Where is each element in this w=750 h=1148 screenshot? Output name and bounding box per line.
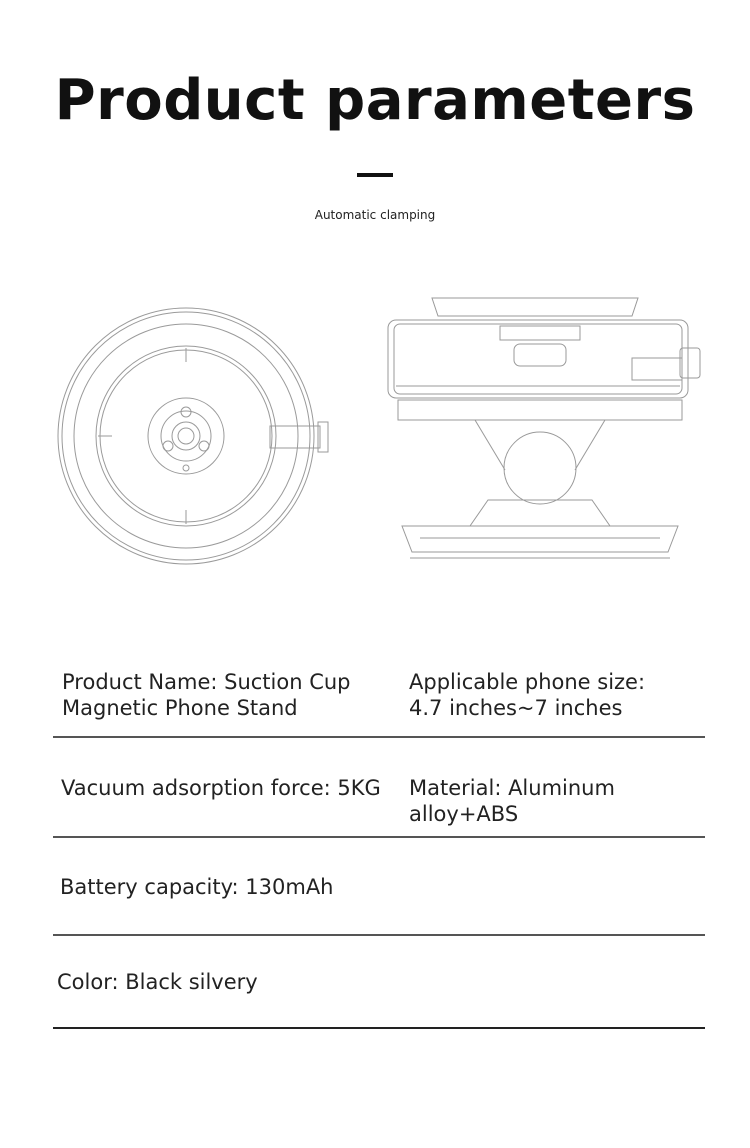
subtitle: Automatic clamping	[314, 208, 436, 222]
row-divider	[53, 736, 705, 738]
row-divider	[53, 836, 705, 838]
spec-phone-size-line2: 4.7 inches~7 inches	[409, 696, 623, 720]
phone-stand-side-view-illustration	[380, 290, 710, 570]
spec-phone-size-line1: Applicable phone size:	[409, 670, 646, 694]
row-divider	[53, 934, 705, 936]
spec-product-name-line2: Magnetic Phone Stand	[62, 696, 298, 720]
spec-material	[409, 775, 615, 827]
page-title: Product parameters	[54, 68, 696, 133]
spec-phone-size	[409, 669, 645, 721]
spec-product-name	[62, 669, 351, 721]
title-divider	[357, 173, 393, 177]
spec-material-line1: Material: Aluminum	[409, 776, 615, 800]
row-divider	[53, 1027, 705, 1029]
suction-cup-top-view-illustration	[52, 300, 342, 575]
spec-product-name-line1: Product Name: Suction Cup	[62, 670, 351, 694]
spec-battery: Battery capacity: 130mAh	[60, 875, 334, 899]
spec-color: Color: Black silvery	[57, 970, 258, 994]
spec-material-line2: alloy+ABS	[409, 802, 519, 826]
spec-adsorption-force: Vacuum adsorption force: 5KG	[61, 776, 381, 800]
